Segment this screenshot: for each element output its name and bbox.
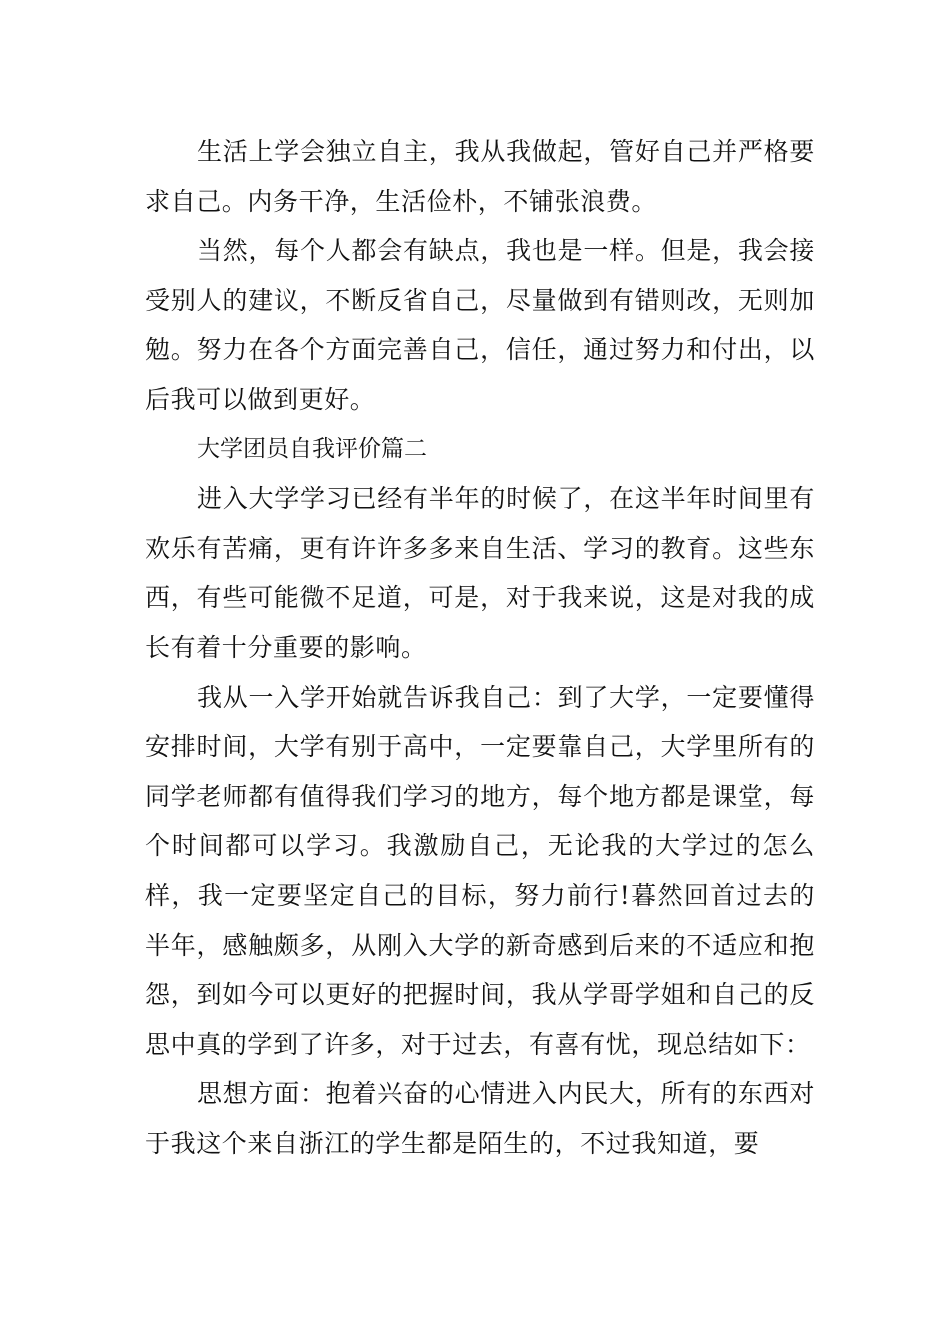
section-heading: 大学团员自我评价篇二 bbox=[197, 435, 427, 462]
paragraph-life: 生活上学会独立自主，我从我做起，管好自己并严格要求自己。内务干净，生活俭朴，不铺张浪费。 bbox=[145, 137, 815, 216]
document-body bbox=[145, 127, 815, 1168]
paragraph-intro: 进入大学学习已经有半年的时候了，在这半年时间里有欢乐有苦痛，更有许许多多来自生活、学习的教育。这些东西，有些可能微不足道，可是，对于我来说，这是对我的成长有着十分重要的影响。 bbox=[145, 484, 815, 662]
paragraph-self-motivation: 我从一入学开始就告诉我自己：到了大学，一定要懂得安排时间，大学有别于高中，一定要靠自己，大学里所有的同学老师都有值得我们学习的地方，每个地方都是课堂，每个时间都可以学习。我激励自己，无论我的大学过的怎么样，我一定要坚定自己的目标，努力前行!暮然回首过去的半年，感触颇多，从刚入大学的新奇感到后来的不适应和抱怨，到如今可以更好的把握时间，我从学哥学姐和自己的反思中真的学到了许多，对于过去，有喜有忧，现总结如下： bbox=[145, 682, 815, 1059]
paragraph-shortcomings: 当然，每个人都会有缺点，我也是一样。但是，我会接受别人的建议，不断反省自己，尽量做到有错则改，无则加勉。努力在各个方面完善自己，信任，通过努力和付出，以后我可以做到更好。 bbox=[145, 236, 815, 414]
paragraph-thoughts: 思想方面：抱着兴奋的心情进入内民大，所有的东西对于我这个来自浙江的学生都是陌生的，不过我知道，要 bbox=[145, 1079, 815, 1158]
